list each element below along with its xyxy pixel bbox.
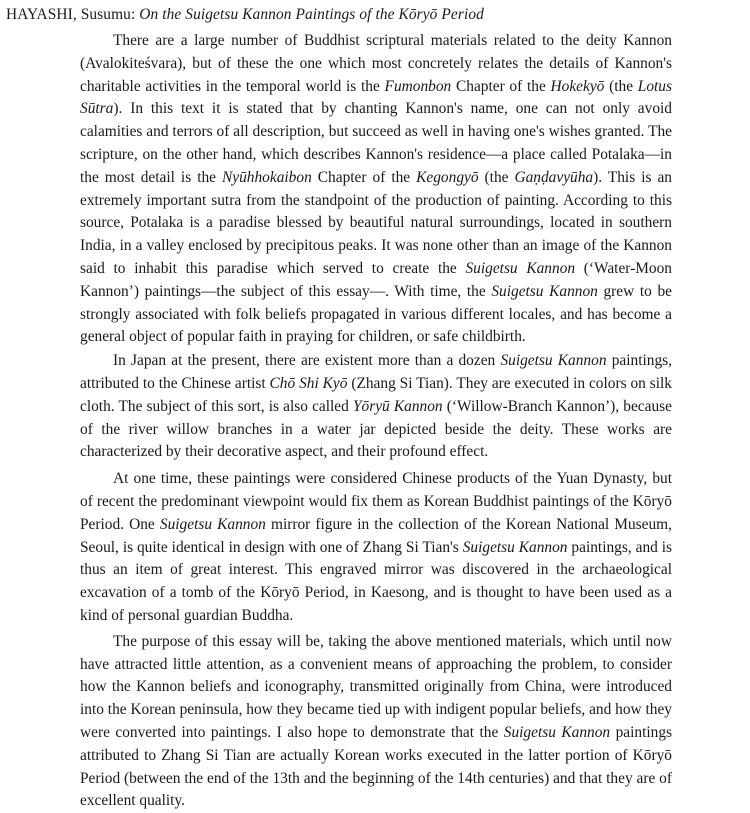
article-heading — [6, 4, 736, 26]
text-run: paintings, and is thus an item of great interest. This engraved mirror was discovered in the archaeological excavation of a tomb of the Kōryō Period, in Kaesong, and is thought to have been used as a kind of personal guardian Buddha. — [80, 538, 673, 624]
italic-term: Chō Shi Kyō — [269, 374, 348, 392]
text-run: The purpose of this essay will be, taking the above mentioned materials, which until now have attracted little attention, as a convenient means of approaching the problem, to consider how the Kannon beliefs and iconography, transmitted originally from China, were introduced into the Korean peninsula, how they became tied up with indigent popular beliefs, and how they were converted into paintings. I also hope to demonstrate that the — [80, 632, 672, 741]
paragraph — [80, 468, 672, 628]
paragraph — [80, 631, 672, 813]
italic-term: Nyūhhokaibon — [222, 168, 312, 186]
paragraph — [80, 350, 672, 464]
text-run: Chapter of the — [311, 168, 417, 186]
italic-term: Suigetsu Kannon — [159, 515, 266, 533]
article-title: On the Suigetsu Kannon Paintings of the Kōryō Period — [139, 6, 484, 23]
italic-term: Suigetsu Kannon — [491, 282, 598, 300]
italic-term: Yōryū Kannon — [352, 397, 443, 415]
text-run: At one time, these paintings were considered Chinese products of the Yuan Dynasty, but of recent the predominant viewpoint would fix them as Korean Buddhist paintings of the Kōryō Period. One — [80, 470, 672, 533]
author-name: HAYASHI, Susumu: — [6, 6, 136, 23]
italic-term: Kegongyō — [416, 168, 479, 186]
text-run: (Zhang Si Tian). They are executed in colors on silk cloth. The subject of this sort, is also called — [80, 374, 672, 415]
italic-term: Suigetsu Kannon — [462, 538, 568, 556]
text-run: (the — [478, 168, 515, 186]
italic-term: Suigetsu Kannon — [503, 723, 611, 741]
text-run: paintings, attributed to the Chinese artist — [80, 352, 672, 392]
text-run: In Japan at the present, there are existent more than a dozen — [113, 352, 501, 370]
text-run: mirror figure in the collection of the Korean National Museum, Seoul, is quite identical in design with one of Zhang Si Tian's — [80, 515, 672, 556]
italic-term: Suigetsu Kannon — [465, 259, 576, 277]
text-run: Chapter of the — [451, 77, 551, 95]
italic-term: Suigetsu Kannon — [500, 352, 607, 370]
text-run: There are a large number of Buddhist scriptural materials related to the deity Kannon (Avalokiteśvara), but of these the one which most concretely relates the details of Kannon's charitable activities in the temporal world is the — [80, 32, 672, 95]
italic-term: Hokekyō — [550, 77, 605, 95]
text-run: (‘Willow-Branch Kannon’), because of the river willow branches in a water jar depicted beside the deity. These works are characterized by their decorative aspect, and their profound effect. — [80, 397, 672, 461]
text-run: ). This is an extremely important sutra from the standpoint of the production of painting. According to this source, Potalaka is a paradise blessed by beautiful natural surroundings, located in southern India, in a valley enclosed by precipitous peaks. It was none other than an image of the Kannon said to inhabit this paradise which served to create the — [80, 168, 672, 277]
text-run: paintings attributed to Zhang Si Tian are actually Korean works executed in the latter portion of Kōryō Period (between the end of the 13th and the beginning of the 14th centuries) and that they are of excellent quality. — [80, 723, 672, 810]
text-run: grew to be strongly associated with folk beliefs propagated in various different locales, and has become a general object of popular faith in praying for children, or safe childbirth. — [80, 282, 672, 346]
text-run: (‘Water-Moon Kannon’) paintings—the subject of this essay—. With time, the — [80, 259, 673, 300]
italic-term: Lotus Sūtra — [80, 77, 672, 118]
italic-term: Fumonbon — [384, 77, 452, 95]
text-run: ). In this text it is stated that by chanting Kannon's name, one can not only avoid calamities and terrors of all description, but succeed as well in having one's wishes granted. The scripture, on the other hand, which describes Kannon's residence—a place called Potalaka—in the most detail is the — [80, 100, 672, 186]
abstract-body — [80, 30, 672, 813]
text-run: (the — [604, 77, 638, 95]
italic-term: Gaṇḍavyūha — [514, 168, 594, 186]
paragraph — [80, 30, 672, 349]
